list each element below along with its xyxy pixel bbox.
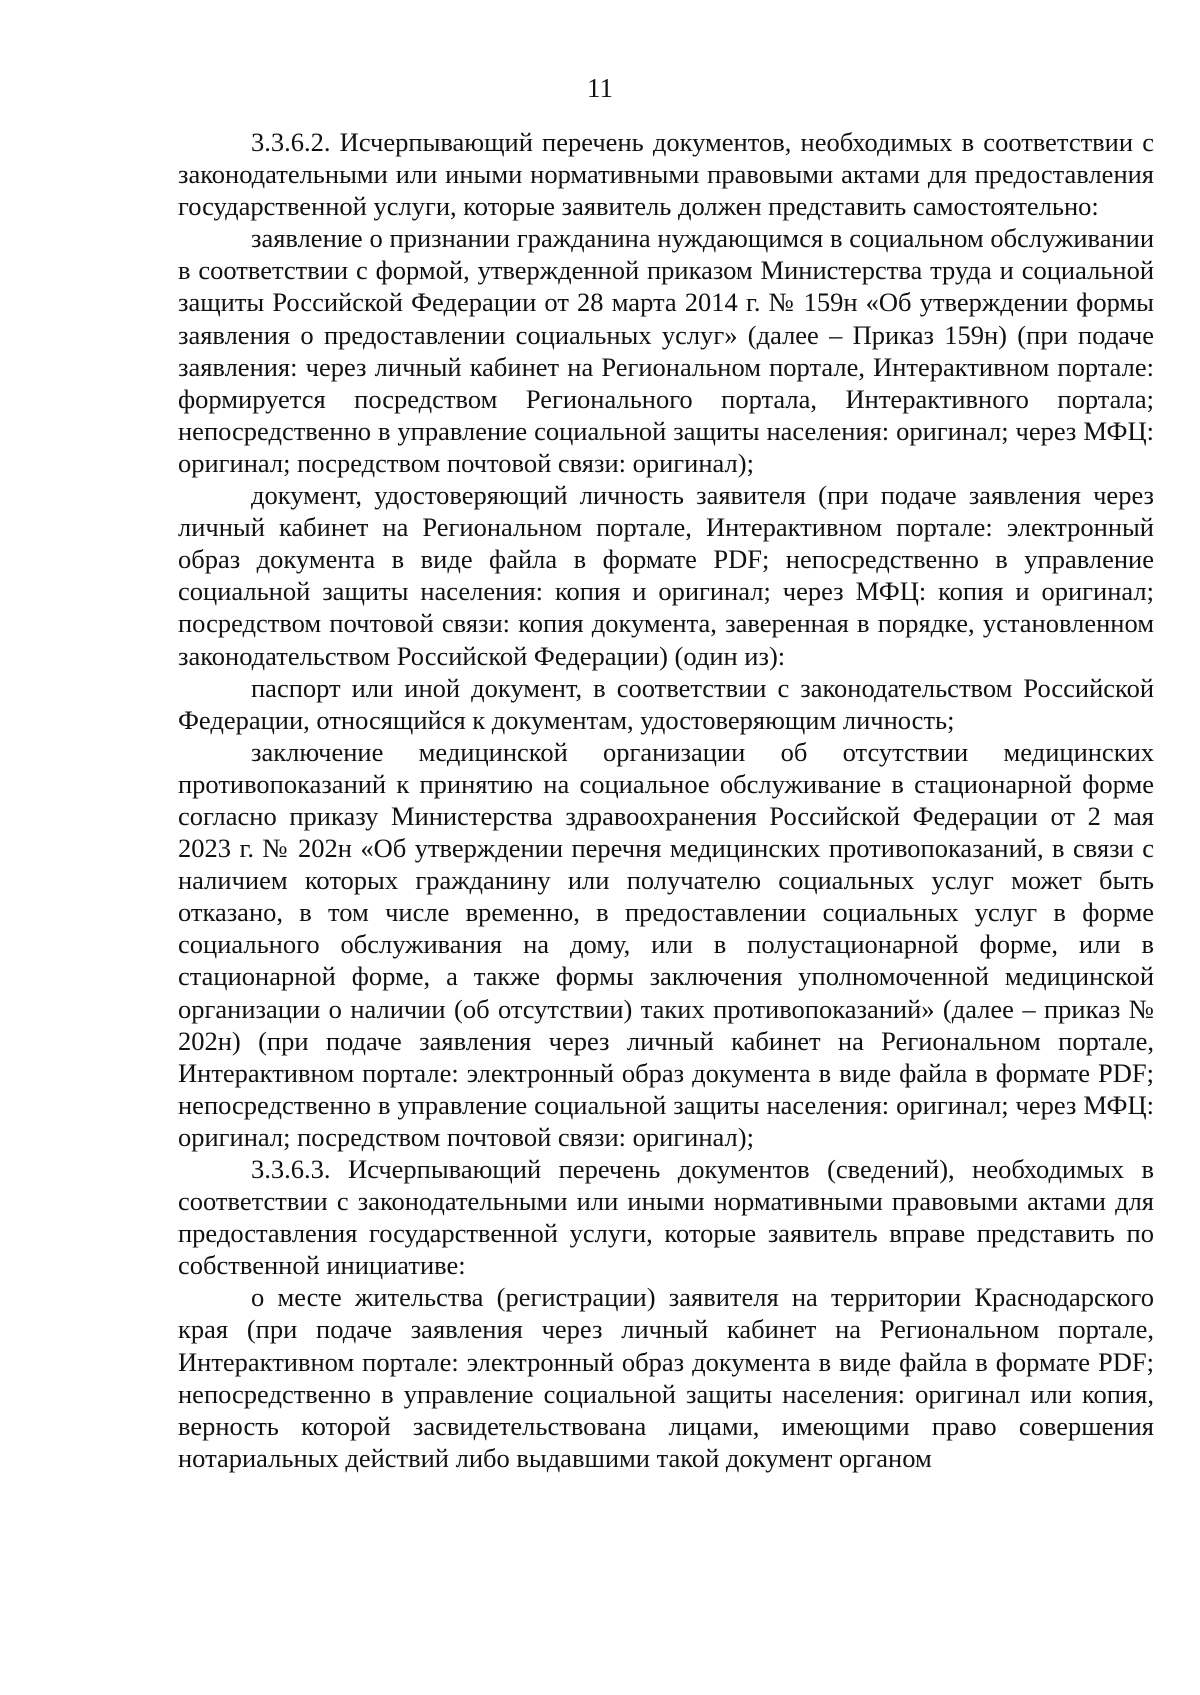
paragraph-3-3-6-2: 3.3.6.2. Исчерпывающий перечень документов, необходимых в соответствии с законодательными или иными нормативными правовыми актами для предоставления государственной услуги, которые заявитель должен представить самостоятельно: xyxy=(178,127,1154,222)
paragraph-passport: паспорт или иной документ, в соответствии с законодательством Российской Федерации, относящийся к документам, удостоверяющим личность; xyxy=(178,672,1154,735)
document-body xyxy=(178,126,1154,1474)
paragraph-3-3-6-3: 3.3.6.3. Исчерпывающий перечень документов (сведений), необходимых в соответствии с законодательными или иными нормативными правовыми актами для предоставления государственной услуги, которые заявитель вправе представить по собственной инициативе: xyxy=(178,1154,1154,1281)
paragraph-medical-conclusion: заключение медицинской организации об отсутствии медицинских противопоказаний к принятию на социальное обслуживание в стационарной форме согласно приказу Министерства здравоохранения Российской Федерации от 2 мая 2023 г. № 202н «Об утверждении перечня медицинских противопоказаний, в связи с наличием которых гражданину или получателю социальных услуг может быть отказано, в том числе временно, в предоставлении социальных услуг в форме социального обслуживания на дому, или в полустационарной форме, или в стационарной форме, а также формы заключения уполномоченной медицинской организации о наличии (об отсутствии) таких противопоказаний» (далее – приказ № 202н) (при подаче заявления через личный кабинет на Региональном портале, Интерактивном портале: электронный образ документа в виде файла в формате PDF; непосредственно в управление социальной защиты населения: оригинал; через МФЦ: оригинал; посредством почтовой связи: оригинал); xyxy=(178,736,1154,1152)
paragraph-residence: о месте жительства (регистрации) заявителя на территории Краснодарского края (при подаче заявления через личный кабинет на Региональном портале, Интерактивном портале: электронный образ документа в виде файла в формате PDF; непосредственно в управление социальной защиты населения: оригинал или копия, верность которой засвидетельствована лицами, имеющими право совершения нотариальных действий либо выдавшими такой документ органом xyxy=(178,1282,1154,1473)
paragraph-identity-document: документ, удостоверяющий личность заявителя (при подаче заявления через личный кабинет на Региональном портале, Интерактивном портале: электронный образ документа в виде файла в формате PDF; непосредственно в управление социальной защиты населения: копия и оригинал; через МФЦ: копия и оригинал; посредством почтовой связи: копия документа, заверенная в порядке, установленном законодательством Российской Федерации) (один из): xyxy=(178,480,1154,671)
page-number: 11 xyxy=(587,73,613,103)
paragraph-application: заявление о признании гражданина нуждающимся в социальном обслуживании в соответствии с формой, утвержденной приказом Министерства труда и социальной защиты Российской Федерации от 28 марта 2014 г. № 159н «Об утверждении формы заявления о предоставлении социальных услуг» (далее – Приказ 159н) (при подаче заявления: через личный кабинет на Региональном портале, Интерактивном портале: формируется посредством Регионального портала, Интерактивного портала; непосредственно в управление социальной защиты населения: оригинал; через МФЦ: оригинал; посредством почтовой связи: оригинал); xyxy=(178,223,1154,478)
